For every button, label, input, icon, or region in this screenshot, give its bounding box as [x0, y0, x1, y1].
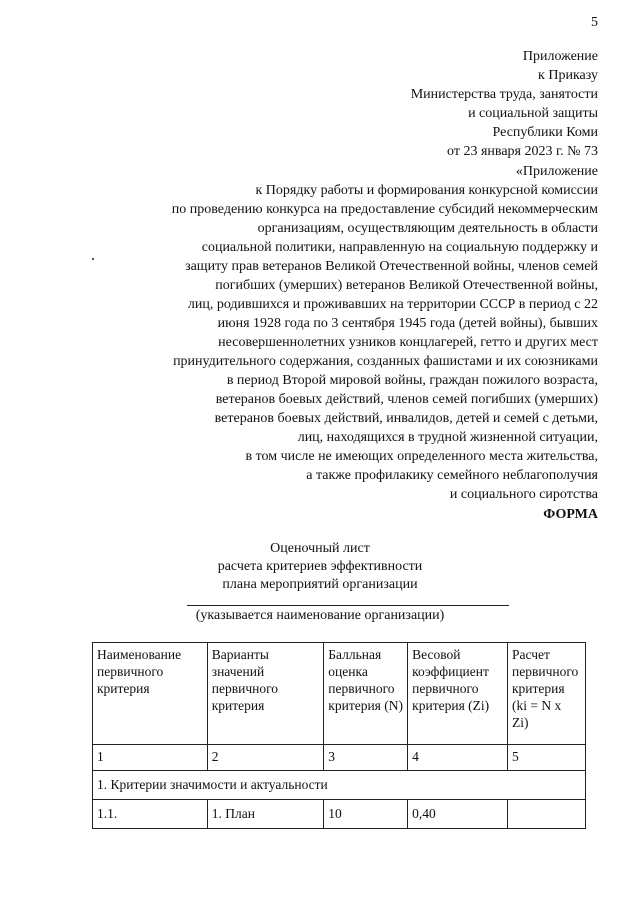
column-number-row [93, 745, 586, 771]
evaluation-table [92, 642, 586, 829]
table-cell [508, 800, 586, 829]
annex-line: социальной политики, направленную на социальную поддержку и [201, 240, 598, 255]
approval-line: Министерства труда, занятости [410, 87, 598, 102]
header-cell: Расчет первичного критерия (ki = N x Zi) [508, 643, 586, 745]
table-cell: 1.1. [93, 800, 208, 829]
column-number: 3 [324, 745, 408, 771]
organization-hint: (указывается наименование организации) [195, 608, 445, 623]
table-header-row [93, 643, 586, 745]
section-title: 1. Критерии значимости и актуальности [93, 771, 586, 800]
annex-line: в период Второй мировой войны, граждан пожилого возраста, [226, 373, 598, 388]
scan-speck [92, 258, 94, 260]
approval-block [411, 47, 598, 161]
annex-line: принудительного содержания, созданных фашистами и их союзниками [173, 354, 598, 369]
annex-line: и социального сиротства [449, 487, 598, 502]
title-line: расчета критериев эффективности [217, 559, 423, 574]
annex-line: организациям, осуществляющим деятельность в области [257, 221, 598, 236]
annex-line: июня 1928 года по 3 сентября 1945 года (детей войны), бывших [217, 316, 598, 331]
annex-line: по проведению конкурса на предоставление субсидий некоммерческим [171, 202, 598, 217]
annex-line: несовершеннолетних узников концлагерей, гетто и других мест [218, 335, 598, 350]
form-label: ФОРМА [543, 507, 598, 522]
annex-line: к Порядку работы и формирования конкурсной комиссии [255, 183, 598, 198]
header-cell: Весовой коэффициент первичного критерия (Zi) [408, 643, 508, 745]
document-title [0, 540, 640, 594]
approval-line: и социальной защиты [468, 106, 598, 121]
column-number: 4 [408, 745, 508, 771]
table-cell: 0,40 [408, 800, 508, 829]
column-number: 1 [93, 745, 208, 771]
annex-line: «Приложение [515, 164, 598, 179]
approval-line: Республики Коми [492, 125, 598, 140]
column-number: 2 [207, 745, 324, 771]
annex-line: ветеранов боевых действий, членов семей погибших (умерших) [215, 392, 598, 407]
table-row [93, 800, 586, 829]
annex-line: в том числе не имеющих определенного места жительства, [245, 449, 598, 464]
page-number: 5 [591, 15, 598, 30]
annex-line: ветеранов боевых действий, инвалидов, детей и семей с детьми, [214, 411, 598, 426]
annex-line: защиту прав ветеранов Великой Отечественной войны, членов семей [185, 259, 598, 274]
title-line: плана мероприятий организации [222, 577, 418, 592]
column-number: 5 [508, 745, 586, 771]
header-cell: Варианты значений первичного критерия [207, 643, 324, 745]
annex-line: лиц, находящихся в трудной жизненной ситуации, [297, 430, 598, 445]
section-row [93, 771, 586, 800]
approval-line: Приложение [522, 49, 598, 64]
header-cell: Наименование первичного критерия [93, 643, 208, 745]
approval-line: от 23 января 2023 г. № 73 [447, 144, 598, 159]
title-line: Оценочный лист [270, 541, 370, 556]
annex-line: лиц, родившихся и проживавших на территории СССР в период с 22 [187, 297, 598, 312]
organization-name-line [187, 605, 509, 606]
annex-line: погибших (умерших) ветеранов Великой Отечественной войны, [215, 278, 598, 293]
table-cell: 10 [324, 800, 408, 829]
table-cell: 1. План [207, 800, 324, 829]
header-cell: Балльная оценка первичного критерия (N) [324, 643, 408, 745]
approval-line: к Приказу [538, 68, 598, 83]
annex-line: а также профилакику семейного неблагополучия [306, 468, 598, 483]
annex-block [172, 162, 598, 504]
